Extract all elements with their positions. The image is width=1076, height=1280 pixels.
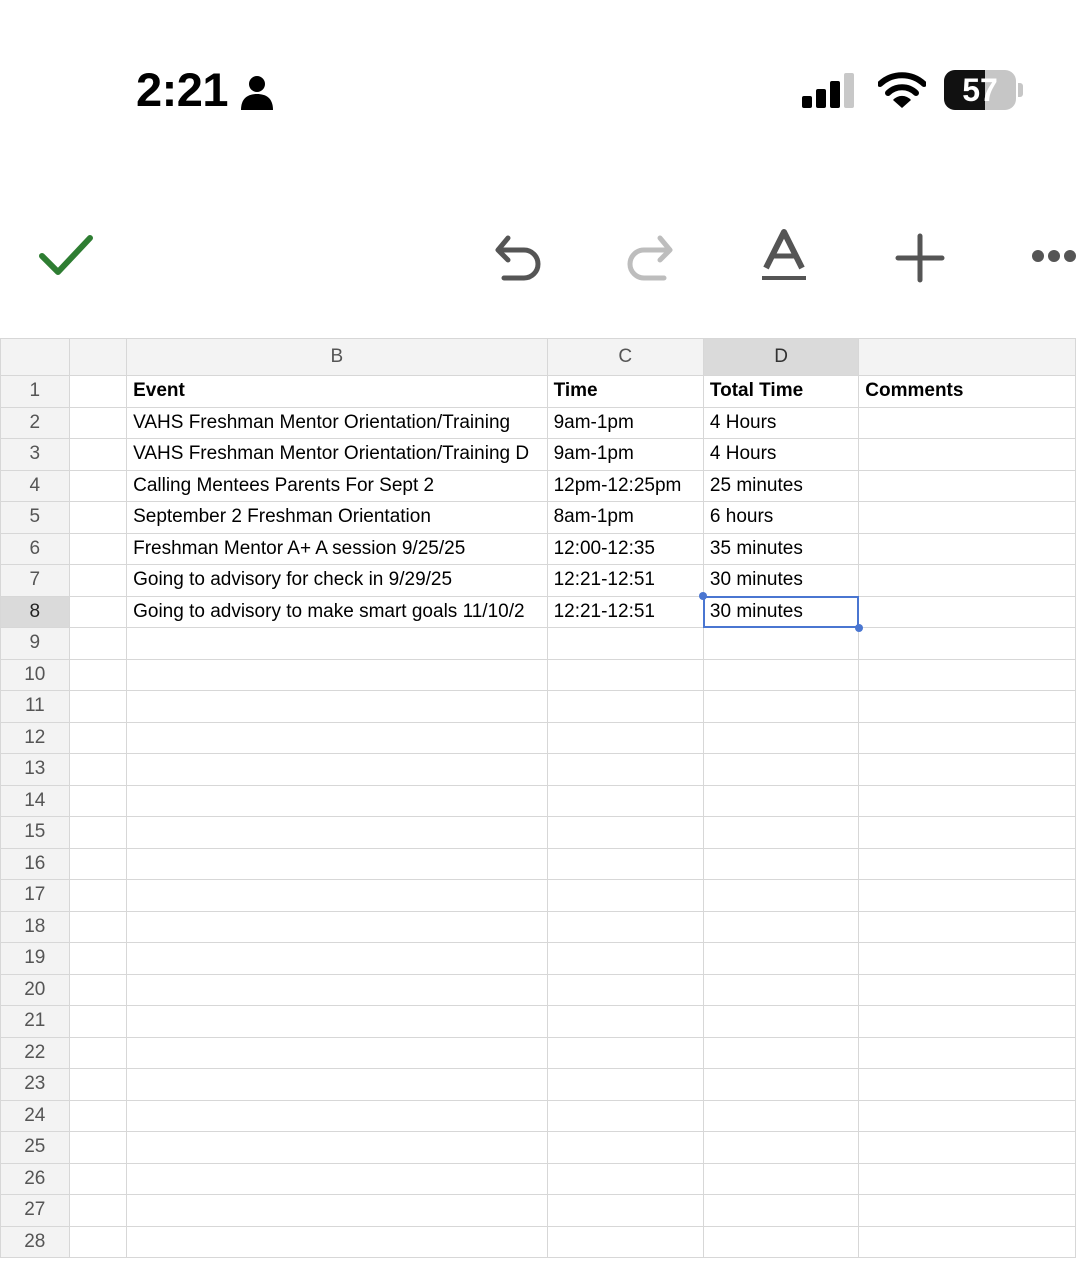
grid-cell[interactable] (859, 691, 1076, 723)
table-row (1, 848, 1076, 880)
grid-cell[interactable] (69, 974, 126, 1006)
table-row (1, 785, 1076, 817)
grid-cell[interactable] (69, 880, 126, 912)
grid-cell[interactable]: 12:21-12:51 (547, 596, 703, 628)
grid-cell[interactable] (703, 1226, 858, 1258)
grid-cell[interactable] (547, 1163, 703, 1195)
grid-cell[interactable] (69, 1037, 126, 1069)
grid-cell[interactable] (69, 502, 126, 534)
grid-cell[interactable] (547, 628, 703, 660)
table-row (1, 691, 1076, 723)
status-bar (0, 0, 1076, 160)
grid-cell[interactable] (127, 848, 547, 880)
grid-cell[interactable] (127, 1100, 547, 1132)
grid-cell[interactable] (69, 785, 126, 817)
grid-cell[interactable] (859, 1163, 1076, 1195)
grid-cell[interactable] (547, 1195, 703, 1227)
grid-cell[interactable] (859, 439, 1076, 471)
grid-cell[interactable] (127, 1069, 547, 1101)
text-format-icon (756, 228, 812, 284)
grid-cell[interactable] (859, 1069, 1076, 1101)
plus-icon (892, 230, 948, 286)
spreadsheet-grid[interactable] (0, 338, 1076, 1280)
grid-cell[interactable] (859, 1037, 1076, 1069)
row-header[interactable]: 17 (1, 880, 70, 912)
grid-cell[interactable] (703, 1037, 858, 1069)
grid-cell[interactable] (703, 628, 858, 660)
status-time: 2:21 (136, 63, 229, 116)
grid-cell[interactable] (127, 659, 547, 691)
grid-cell[interactable] (703, 943, 858, 975)
grid-cell[interactable] (127, 628, 547, 660)
row-header[interactable]: 16 (1, 848, 70, 880)
grid-cell[interactable] (859, 1006, 1076, 1038)
grid-cell[interactable] (703, 722, 858, 754)
grid-cell[interactable] (69, 848, 126, 880)
check-icon (38, 232, 94, 280)
battery-icon (944, 70, 1024, 112)
table-row (1, 1195, 1076, 1227)
table-row (1, 943, 1076, 975)
table-row (1, 817, 1076, 849)
row-header[interactable]: 21 (1, 1006, 70, 1038)
row-header[interactable]: 7 (1, 565, 70, 597)
grid-cell[interactable]: VAHS Freshman Mentor Orientation/Training D (127, 439, 547, 471)
grid-cell[interactable] (547, 1226, 703, 1258)
grid-cell[interactable]: 4 Hours (703, 407, 858, 439)
row-header[interactable]: 9 (1, 628, 70, 660)
table-row (1, 880, 1076, 912)
table-row (1, 1037, 1076, 1069)
grid-cell[interactable] (703, 880, 858, 912)
grid-cell[interactable]: VAHS Freshman Mentor Orientation/Training (127, 407, 547, 439)
row-header[interactable]: 2 (1, 407, 70, 439)
column-header[interactable]: D (703, 339, 858, 376)
grid-cell[interactable] (127, 1163, 547, 1195)
grid-cell[interactable] (859, 1195, 1076, 1227)
grid-cell[interactable]: 9am-1pm (547, 407, 703, 439)
grid-cell[interactable] (127, 1195, 547, 1227)
row-header[interactable]: 1 (1, 376, 70, 408)
grid-cell[interactable] (127, 1226, 547, 1258)
grid-cell[interactable] (547, 659, 703, 691)
grid-cell[interactable]: 8am-1pm (547, 502, 703, 534)
grid-cell[interactable] (127, 943, 547, 975)
grid-cell[interactable] (859, 785, 1076, 817)
table-row (1, 722, 1076, 754)
table-row (1, 754, 1076, 786)
grid-cell[interactable] (69, 722, 126, 754)
grid-cell[interactable] (547, 754, 703, 786)
battery-percentage: 57 (962, 72, 998, 108)
grid-cell[interactable] (69, 439, 126, 471)
grid-cell[interactable] (859, 754, 1076, 786)
grid-cell[interactable] (859, 974, 1076, 1006)
grid-cell[interactable] (69, 533, 126, 565)
grid-cell[interactable]: Going to advisory for check in 9/29/25 (127, 565, 547, 597)
grid-cell[interactable] (703, 1163, 858, 1195)
table-row (1, 628, 1076, 660)
table-row (1, 974, 1076, 1006)
grid-cell[interactable] (547, 974, 703, 1006)
grid-cell[interactable] (127, 911, 547, 943)
grid-cell[interactable] (127, 722, 547, 754)
grid-cell[interactable] (547, 1037, 703, 1069)
grid-cell[interactable] (703, 1069, 858, 1101)
grid-cell[interactable] (703, 1195, 858, 1227)
grid-cell[interactable]: Calling Mentees Parents For Sept 2 (127, 470, 547, 502)
grid-cell[interactable] (859, 1226, 1076, 1258)
grid-cell[interactable]: 9am-1pm (547, 439, 703, 471)
grid-cell[interactable]: 30 minutes (703, 565, 858, 597)
person-icon (238, 74, 276, 112)
row-header[interactable]: 26 (1, 1163, 70, 1195)
grid-cell[interactable] (703, 1100, 858, 1132)
grid-cell[interactable] (127, 754, 547, 786)
grid-cell[interactable]: Freshman Mentor A+ A session 9/25/25 (127, 533, 547, 565)
undo-button[interactable] (490, 230, 546, 282)
grid-cell[interactable] (547, 785, 703, 817)
row-header[interactable]: 23 (1, 1069, 70, 1101)
table-row (1, 1163, 1076, 1195)
grid-cell[interactable] (547, 1100, 703, 1132)
column-header[interactable]: C (547, 339, 703, 376)
row-header[interactable]: 22 (1, 1037, 70, 1069)
table-row (1, 1100, 1076, 1132)
grid-cell[interactable]: 12:00-12:35 (547, 533, 703, 565)
grid-cell[interactable] (69, 376, 126, 408)
redo-icon (622, 230, 678, 282)
grid-cell[interactable] (547, 1132, 703, 1164)
selected-cell[interactable]: 30 minutes (703, 596, 858, 628)
grid-cell[interactable]: September 2 Freshman Orientation (127, 502, 547, 534)
grid-cell[interactable] (547, 880, 703, 912)
grid-cell[interactable] (69, 1069, 126, 1101)
row-header[interactable]: 19 (1, 943, 70, 975)
row-header[interactable]: 13 (1, 754, 70, 786)
sheet-table (0, 338, 1076, 1258)
grid-cell[interactable] (547, 691, 703, 723)
grid-cell[interactable] (127, 785, 547, 817)
wifi-icon (878, 72, 926, 110)
grid-cell[interactable] (69, 596, 126, 628)
grid-cell[interactable] (859, 533, 1076, 565)
table-row (1, 1069, 1076, 1101)
grid-cell[interactable] (859, 1100, 1076, 1132)
table-row (1, 911, 1076, 943)
grid-cell[interactable] (69, 691, 126, 723)
grid-cell[interactable] (859, 943, 1076, 975)
grid-cell[interactable] (127, 974, 547, 1006)
row-header[interactable]: 10 (1, 659, 70, 691)
table-row (1, 565, 1076, 597)
more-options-button[interactable] (1024, 240, 1076, 272)
grid-cell[interactable] (703, 848, 858, 880)
grid-cell[interactable] (703, 911, 858, 943)
row-header[interactable]: 8 (1, 596, 70, 628)
grid-cell[interactable] (127, 817, 547, 849)
grid-cell[interactable] (859, 502, 1076, 534)
grid-cell[interactable] (547, 722, 703, 754)
table-row (1, 502, 1076, 534)
row-header[interactable]: 3 (1, 439, 70, 471)
grid-cell[interactable] (69, 470, 126, 502)
grid-cell[interactable]: 35 minutes (703, 533, 858, 565)
row-header[interactable]: 27 (1, 1195, 70, 1227)
grid-cell[interactable] (859, 628, 1076, 660)
grid-cell[interactable]: 12:21-12:51 (547, 565, 703, 597)
grid-cell[interactable] (547, 943, 703, 975)
row-header[interactable]: 25 (1, 1132, 70, 1164)
grid-cell[interactable]: 12pm-12:25pm (547, 470, 703, 502)
grid-cell[interactable] (127, 1132, 547, 1164)
column-header[interactable] (859, 339, 1076, 376)
grid-cell[interactable] (547, 1069, 703, 1101)
grid-cell[interactable]: Total Time (703, 376, 858, 408)
undo-icon (490, 230, 546, 282)
row-header[interactable]: 18 (1, 911, 70, 943)
selection-handle-end[interactable] (855, 624, 863, 632)
grid-cell[interactable]: 25 minutes (703, 470, 858, 502)
grid-cell[interactable] (69, 1195, 126, 1227)
grid-cell[interactable] (547, 817, 703, 849)
grid-cell[interactable] (703, 1006, 858, 1038)
grid-cell[interactable] (859, 817, 1076, 849)
table-row (1, 470, 1076, 502)
row-header[interactable]: 5 (1, 502, 70, 534)
grid-cell[interactable] (703, 754, 858, 786)
row-header[interactable]: 24 (1, 1100, 70, 1132)
grid-cell[interactable] (69, 659, 126, 691)
grid-cell[interactable] (703, 1132, 858, 1164)
grid-cell[interactable] (69, 817, 126, 849)
column-header[interactable]: B (127, 339, 547, 376)
grid-cell[interactable] (127, 691, 547, 723)
row-header[interactable]: 28 (1, 1226, 70, 1258)
table-row (1, 1006, 1076, 1038)
table-row (1, 1226, 1076, 1258)
grid-cell[interactable] (547, 911, 703, 943)
table-row (1, 407, 1076, 439)
table-row (1, 533, 1076, 565)
grid-cell[interactable] (703, 659, 858, 691)
grid-cell[interactable]: Event (127, 376, 547, 408)
grid-cell[interactable] (69, 1006, 126, 1038)
grid-cell[interactable] (69, 1226, 126, 1258)
grid-cell[interactable] (69, 911, 126, 943)
table-row (1, 596, 1076, 628)
row-header[interactable]: 14 (1, 785, 70, 817)
grid-cell[interactable]: Going to advisory to make smart goals 11/10/2 (127, 596, 547, 628)
grid-cell[interactable] (859, 1132, 1076, 1164)
row-header[interactable]: 11 (1, 691, 70, 723)
grid-cell[interactable] (69, 407, 126, 439)
grid-cell[interactable] (703, 691, 858, 723)
grid-cell[interactable] (859, 659, 1076, 691)
row-header[interactable]: 4 (1, 470, 70, 502)
grid-cell[interactable] (127, 1006, 547, 1038)
table-row (1, 439, 1076, 471)
grid-cell[interactable]: 4 Hours (703, 439, 858, 471)
grid-cell[interactable] (127, 880, 547, 912)
grid-cell[interactable] (69, 754, 126, 786)
row-header[interactable]: 6 (1, 533, 70, 565)
grid-cell[interactable] (859, 470, 1076, 502)
grid-cell[interactable] (547, 848, 703, 880)
grid-cell[interactable] (69, 943, 126, 975)
select-all-corner[interactable] (1, 339, 70, 376)
grid-cell[interactable] (547, 1006, 703, 1038)
grid-cell[interactable] (859, 722, 1076, 754)
grid-cell[interactable] (127, 1037, 547, 1069)
insert-button[interactable] (892, 230, 948, 286)
table-row (1, 1132, 1076, 1164)
grid-cell[interactable] (859, 407, 1076, 439)
text-format-button[interactable] (756, 228, 812, 284)
more-icon (1024, 240, 1076, 272)
grid-cell[interactable] (69, 565, 126, 597)
grid-cell[interactable] (859, 911, 1076, 943)
column-header[interactable] (69, 339, 126, 376)
grid-cell[interactable] (859, 880, 1076, 912)
row-header[interactable]: 12 (1, 722, 70, 754)
grid-cell[interactable] (703, 974, 858, 1006)
grid-cell[interactable] (703, 785, 858, 817)
table-row (1, 376, 1076, 408)
row-header[interactable]: 15 (1, 817, 70, 849)
redo-button[interactable] (622, 230, 678, 282)
grid-cell[interactable] (69, 1163, 126, 1195)
grid-cell[interactable] (69, 1132, 126, 1164)
grid-cell[interactable]: 6 hours (703, 502, 858, 534)
grid-cell[interactable] (859, 596, 1076, 628)
grid-cell[interactable] (69, 1100, 126, 1132)
edit-toolbar (0, 200, 1076, 320)
grid-cell[interactable]: Comments (859, 376, 1076, 408)
grid-cell[interactable] (859, 848, 1076, 880)
grid-cell[interactable] (703, 817, 858, 849)
table-row (1, 659, 1076, 691)
grid-cell[interactable] (859, 565, 1076, 597)
done-button[interactable] (38, 232, 94, 280)
grid-cell[interactable]: Time (547, 376, 703, 408)
signal-icon (802, 72, 860, 110)
grid-cell[interactable] (69, 628, 126, 660)
row-header[interactable]: 20 (1, 974, 70, 1006)
